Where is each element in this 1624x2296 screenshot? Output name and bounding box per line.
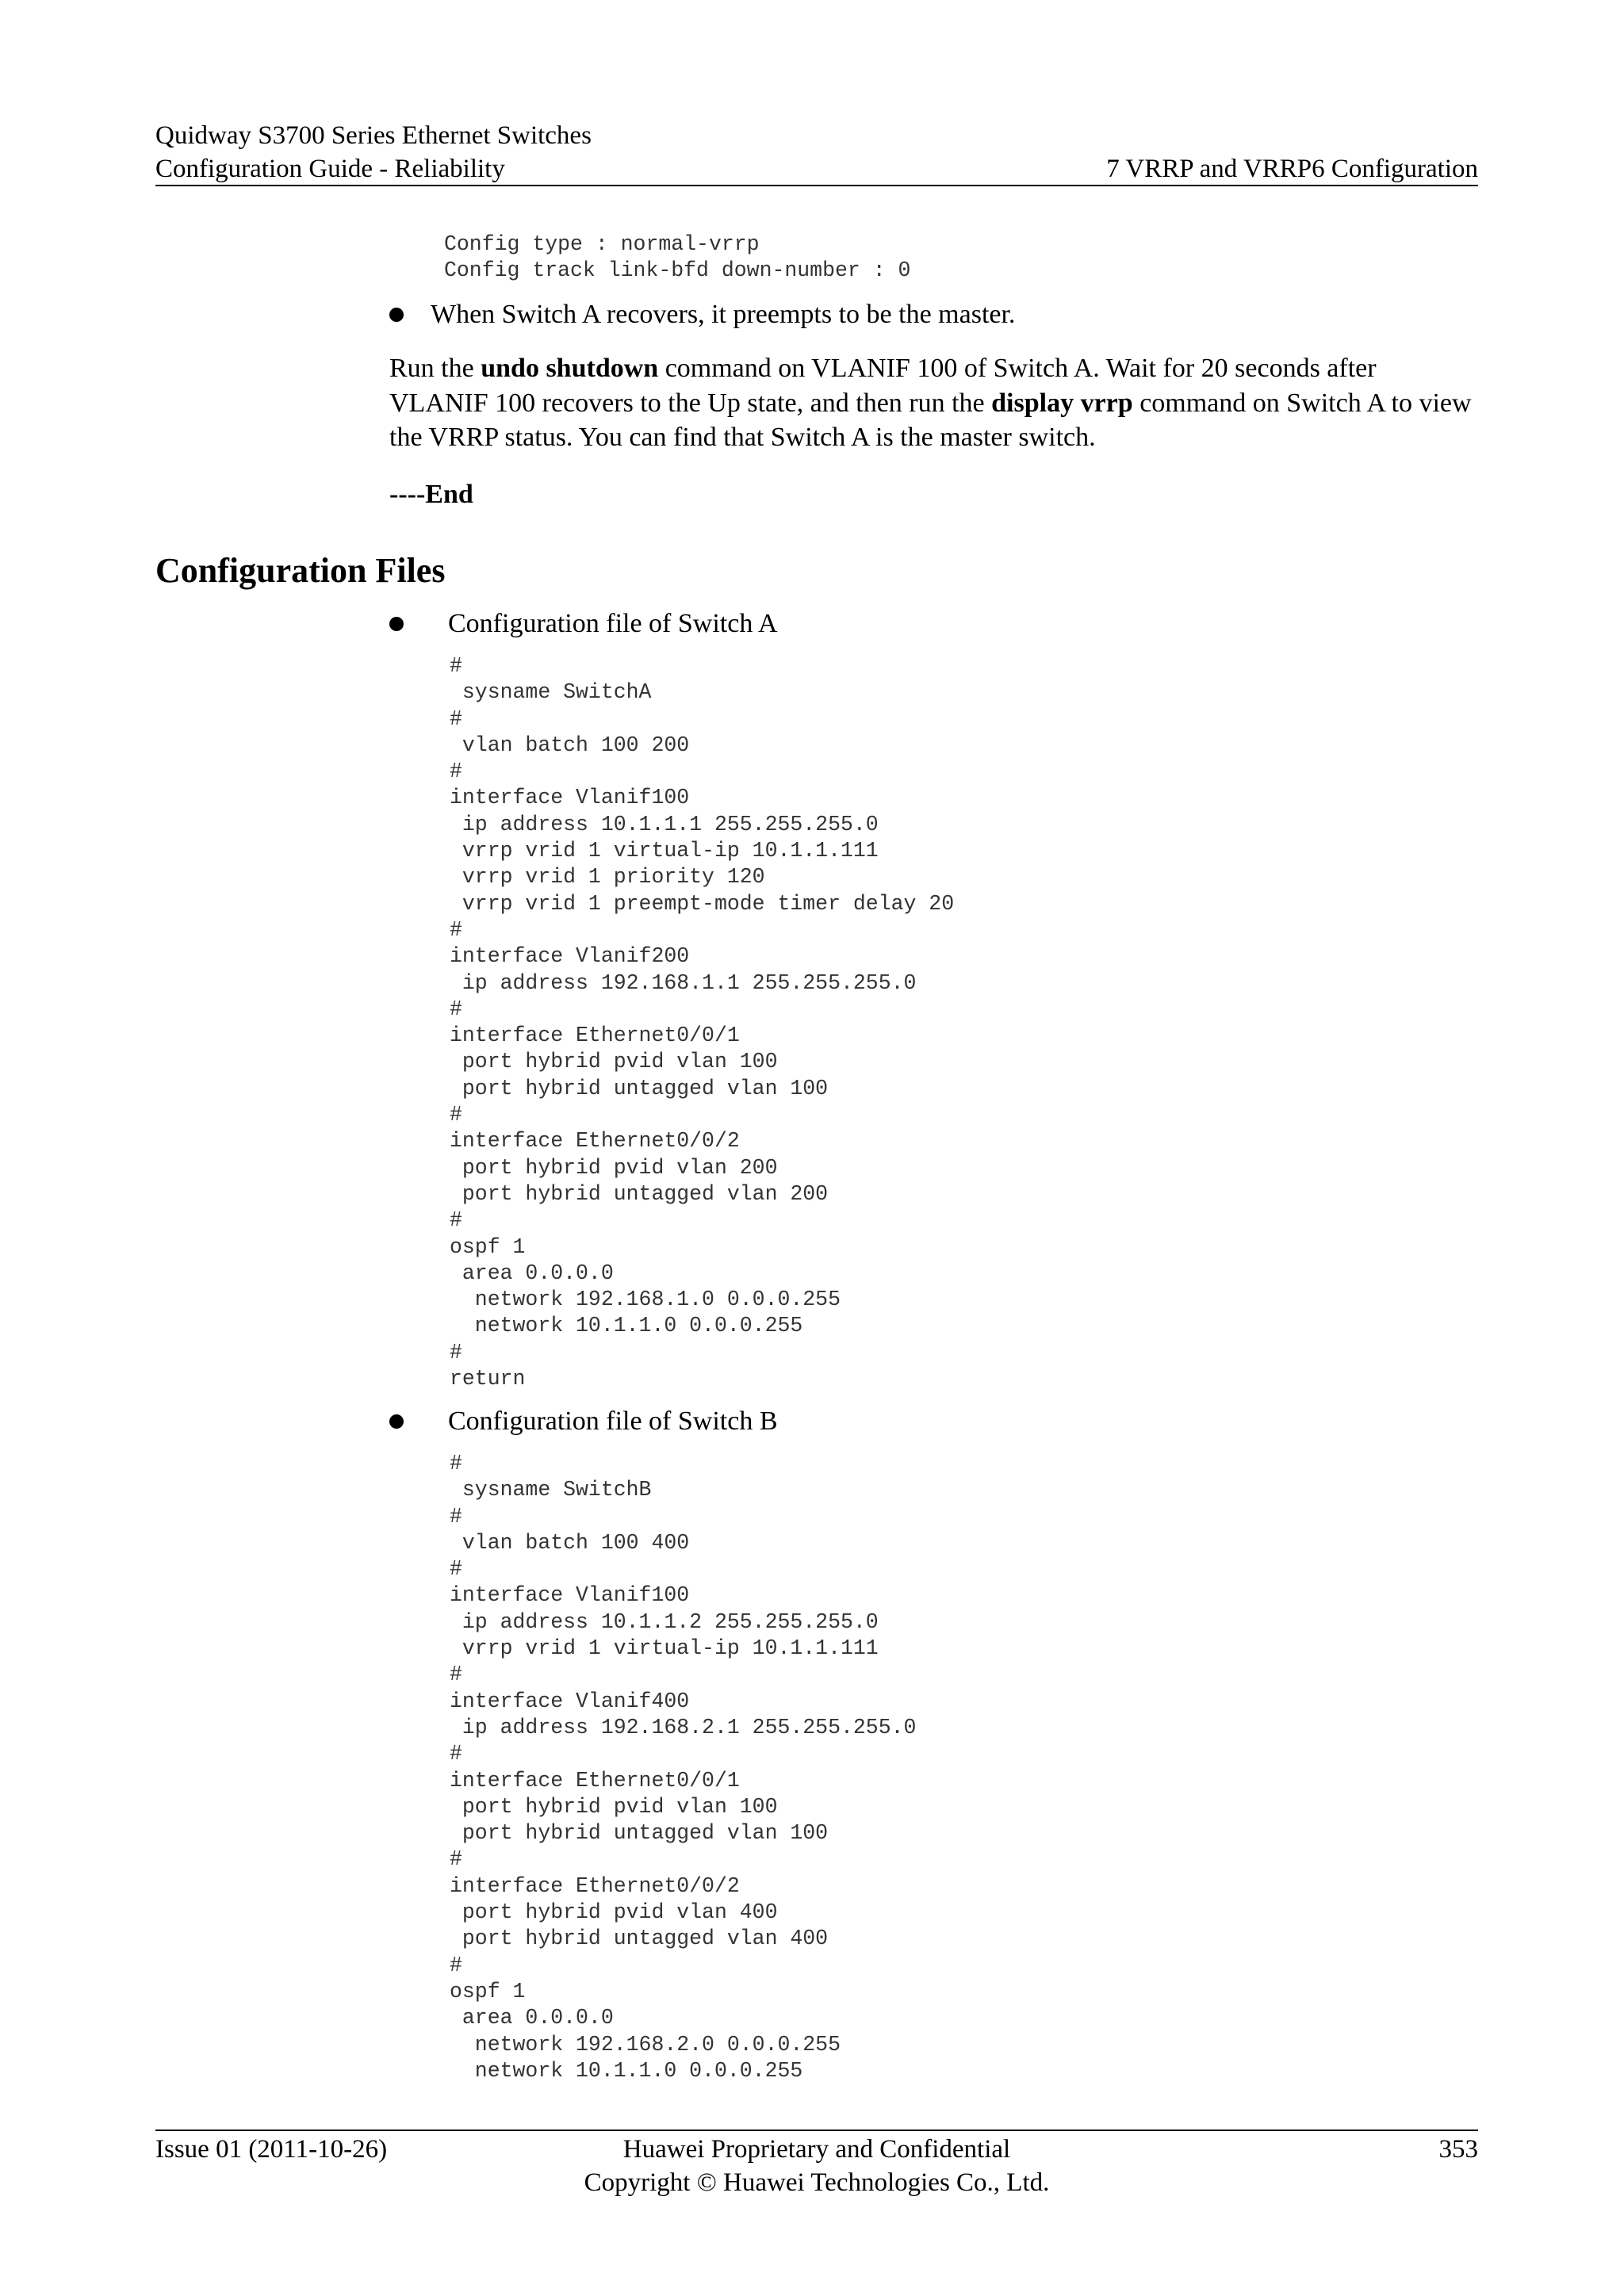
page-number: 353 <box>1438 2135 1478 2164</box>
header-divider <box>155 185 1478 186</box>
config-a-code: # sysname SwitchA # vlan batch 100 200 # interface Vlanif100 ip address 10.1.1.1 255.255.255.0 vrrp vrid 1 virtual-ip 10.1.1.111 vrrp vrid 1 priority 120 vrrp vrid 1 preempt-mode timer delay 20 # interface Vlanif200 ip address 192.168.1.1 255.255.255.0 # interface Ethernet0/0/1 port hybrid pvid vlan 100 port hybrid untagged vlan 100 # interface Ethernet0/0/2 port hybrid pvid vlan 200 port hybrid untagged vlan 200 # ospf 1 area 0.0.0.0 network 192.168.1.0 0.0.0.255 network 10.1.1.0 0.0.0.255 # return <box>450 654 955 1391</box>
copyright-notice: Copyright © Huawei Technologies Co., Ltd. <box>584 2168 1050 2197</box>
config-a-label: Configuration file of Switch A <box>448 609 778 638</box>
issue-label: Issue 01 (2011-10-26) <box>155 2135 388 2164</box>
section-heading: Configuration Files <box>155 551 446 590</box>
bullet-dot-icon <box>389 1414 404 1429</box>
command-undo-shutdown: undo shutdown <box>481 354 659 383</box>
end-marker: ----End <box>389 480 473 509</box>
document-subtitle: Configuration Guide - Reliability <box>155 155 505 183</box>
document-title: Quidway S3700 Series Ethernet Switches <box>155 121 592 150</box>
config-b-label: Configuration file of Switch B <box>448 1406 778 1436</box>
page-header <box>155 119 1478 186</box>
vrrp-output-code: Config type : normal-vrrp Config track link-bfd down-number : 0 <box>444 232 911 283</box>
footer-divider <box>155 2130 1478 2131</box>
bullet-dot-icon <box>389 617 404 631</box>
step-paragraph <box>389 351 1478 455</box>
paragraph-text: command on Switch A to view the VRRP status. You can find that Switch A is the master switch. <box>389 388 1472 452</box>
proprietary-notice: Huawei Proprietary and Confidential <box>622 2135 1011 2164</box>
bullet-dot-icon <box>389 308 404 322</box>
config-b-code: # sysname SwitchB # vlan batch 100 400 # interface Vlanif100 ip address 10.1.1.2 255.255.255.0 vrrp vrid 1 virtual-ip 10.1.1.111 # interface Vlanif400 ip address 192.168.2.1 255.255.255.0 # interface Ethernet0/0/1 port hybrid pvid vlan 100 port hybrid untagged vlan 100 # interface Ethernet0/0/2 port hybrid pvid vlan 400 port hybrid untagged vlan 400 # ospf 1 area 0.0.0.0 network 192.168.2.0 0.0.0.255 network 10.1.1.0 0.0.0.255 <box>450 1452 917 2083</box>
paragraph-text: Run the <box>389 354 481 383</box>
paragraph-text: command on VLANIF 100 of Switch A. Wait for 20 seconds after VLANIF 100 recovers to the Up state, and then run the <box>389 354 1377 418</box>
chapter-title: 7 VRRP and VRRP6 Configuration <box>1106 155 1478 183</box>
footer-center <box>155 2133 1478 2199</box>
command-display-vrrp: display vrrp <box>991 388 1133 418</box>
recover-bullet-text: When Switch A recovers, it preempts to be the master. <box>431 300 1016 329</box>
